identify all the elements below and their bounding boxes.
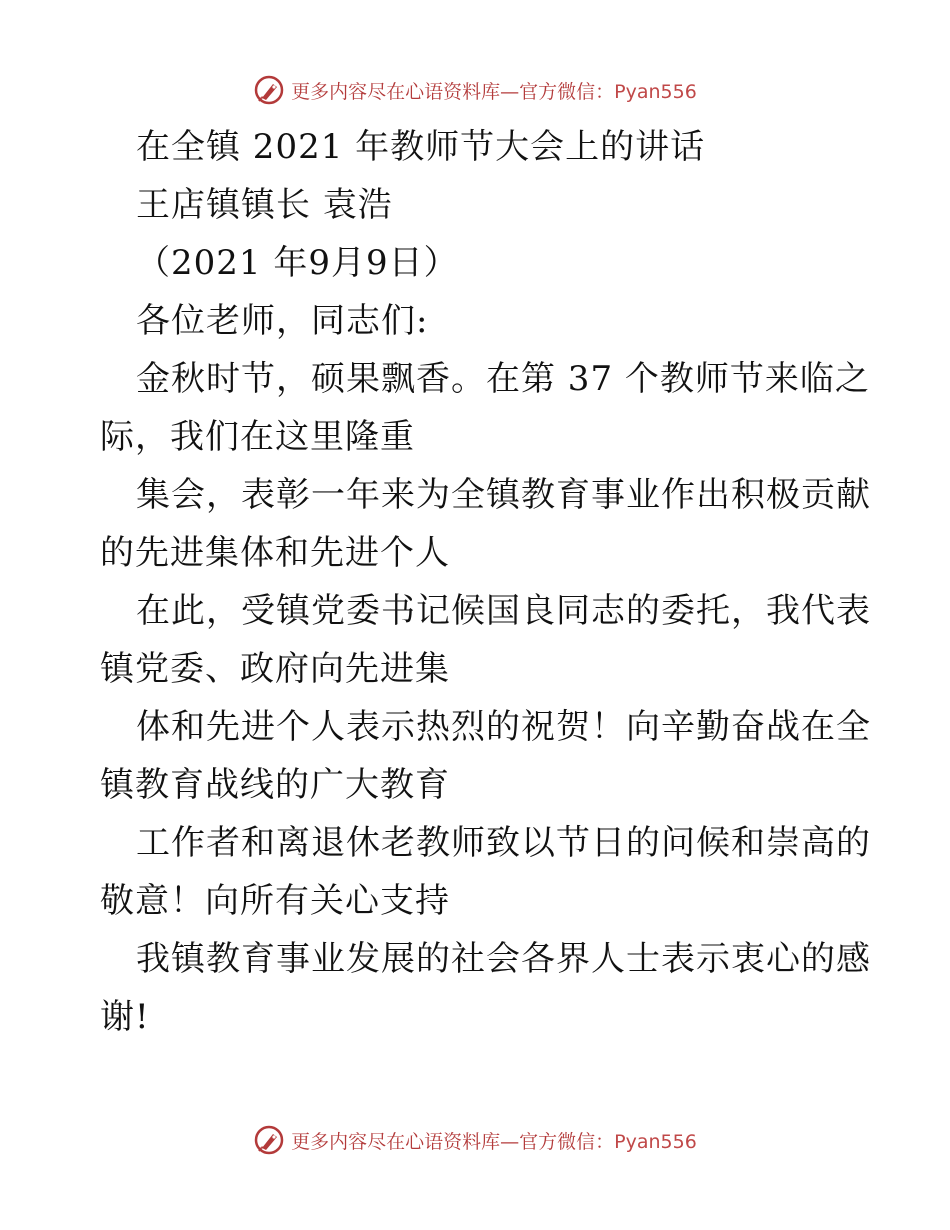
pen-nib-logo-icon (253, 1124, 285, 1156)
document-body (100, 118, 871, 1046)
document-title: 在全镇 2021 年教师节大会上的讲话 (136, 127, 706, 167)
paragraph-line: 的先进集体和先进个人 (100, 533, 450, 573)
paragraph-line: 工作者和离退休老教师致以节日的问候和崇高的 (136, 823, 871, 863)
paragraph-line: 集会，表彰一年来为全镇教育事业作出积极贡献 (136, 475, 871, 515)
paragraph-line: 金秋时节，硕果飘香。在第 37 个教师节来临之 (136, 359, 870, 399)
pen-nib-logo-icon (253, 74, 285, 106)
paragraph-line: 我镇教育事业发展的社会各界人士表示衷心的感 (136, 939, 871, 979)
wechat-id: Pyan556 (614, 80, 697, 103)
wechat-id: Pyan556 (614, 1130, 697, 1153)
paragraph-line: 谢! (100, 997, 150, 1037)
banner-text: 更多内容尽在心语资料库—官方微信：Pyan556 (291, 80, 697, 103)
paragraph-line: 镇党委、政府向先进集 (100, 649, 450, 689)
header-banner (0, 70, 950, 110)
document-author: 王店镇镇长 袁浩 (136, 185, 393, 225)
paragraph-line: 体和先进个人表示热烈的祝贺！向辛勤奋战在全 (136, 707, 871, 747)
paragraph-line: 敬意！向所有关心支持 (100, 881, 450, 921)
document-salutation: 各位老师，同志们: (136, 301, 429, 341)
footer-banner (0, 1120, 950, 1160)
paragraph-line: 际，我们在这里隆重 (100, 417, 415, 457)
document-date: （2021 年9月9日） (136, 243, 459, 283)
paragraph-line: 在此，受镇党委书记候国良同志的委托，我代表 (136, 591, 871, 631)
paragraph-line: 镇教育战线的广大教育 (100, 765, 450, 805)
banner-text: 更多内容尽在心语资料库—官方微信：Pyan556 (291, 1130, 697, 1153)
